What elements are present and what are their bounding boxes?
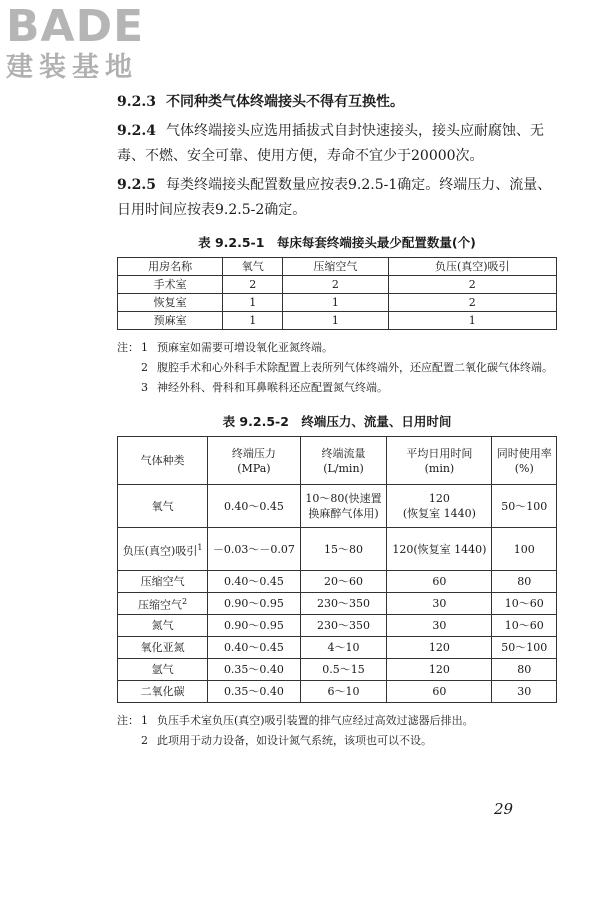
time-cell: [387, 659, 492, 681]
footnote-ref: 1: [197, 542, 203, 552]
table-header: 负压(真空)吸引: [388, 258, 557, 276]
clause-9-2-5: [117, 173, 557, 223]
logo-subtitle: 建装基地: [6, 52, 138, 83]
table-row: [118, 312, 557, 330]
table-header-row: [118, 437, 557, 485]
table-cell: 手术室: [118, 276, 223, 294]
table-row: [118, 528, 557, 571]
flow-line1: 0.5～15: [322, 663, 365, 676]
note-lead: 注：: [117, 341, 139, 354]
time-line1: 120(恢复室 1440): [392, 542, 487, 556]
table-terminal-pressure-flow: [117, 436, 557, 703]
table-cell: 2: [388, 294, 557, 312]
table-header: [300, 437, 387, 485]
pressure-cell: 0.35～0.40: [208, 681, 301, 703]
header-line2: (MPa): [237, 461, 271, 475]
header-line2: (L/min): [323, 461, 364, 475]
time-cell: [387, 571, 492, 593]
pressure-cell: 0.90～0.95: [208, 593, 301, 615]
table-cell: 恢复室: [118, 294, 223, 312]
table2-notes: [117, 711, 557, 751]
flow-cell: [300, 571, 387, 593]
header-line1: 气体种类: [140, 454, 185, 467]
gas-cell: [118, 528, 208, 571]
flow-line1: 230～350: [317, 597, 371, 610]
pressure-cell: －0.03～－0.07: [208, 528, 301, 571]
rate-cell: 10～60: [492, 615, 557, 637]
time-line1: 30: [432, 619, 447, 632]
note-text: 此项用于动力设备，如设计氮气系统，该项也可以不设。: [157, 734, 432, 747]
table-cell: 1: [223, 294, 283, 312]
flow-line1: 4～10: [327, 641, 360, 654]
note: [117, 711, 557, 731]
pressure-cell: 0.40～0.45: [208, 637, 301, 659]
header-line1: 终端流量: [321, 446, 366, 460]
note-number: 2: [141, 361, 148, 374]
gas-cell: [118, 681, 208, 703]
table-header: 用房名称: [118, 258, 223, 276]
table-row: [118, 637, 557, 659]
logo-wordmark: BADE: [6, 1, 145, 52]
pressure-cell: 0.40～0.45: [208, 571, 301, 593]
time-line1: 120: [428, 663, 450, 676]
table-row: [118, 294, 557, 312]
table-row: [118, 485, 557, 528]
logo: [6, 1, 145, 84]
header-line1: 同时使用率: [496, 446, 552, 460]
gas-name: 负压(真空)吸引: [122, 544, 198, 558]
table-cell: 2: [283, 276, 388, 294]
flow-cell: [300, 615, 387, 637]
table-row: [118, 615, 557, 637]
table-terminal-quantity: [117, 257, 557, 330]
header-line1: 终端压力: [231, 446, 276, 460]
clause-number: 9.2.5: [117, 177, 156, 193]
table-row: [118, 659, 557, 681]
note: [117, 731, 557, 751]
rate-cell: 50～100: [492, 637, 557, 659]
note-number: 3: [141, 381, 148, 394]
note-lead: 注：: [117, 714, 139, 727]
time-cell: [387, 593, 492, 615]
flow-cell: [300, 593, 387, 615]
rate-cell: 10～60: [492, 593, 557, 615]
table-cell: 1: [283, 312, 388, 330]
time-cell: [387, 637, 492, 659]
flow-line1: 20～60: [324, 575, 364, 588]
table-cell: 1: [283, 294, 388, 312]
table-row: [118, 593, 557, 615]
flow-line1: 6～10: [327, 685, 360, 698]
pressure-cell: 0.90～0.95: [208, 615, 301, 637]
header-line1: 平均日用时间: [406, 446, 473, 460]
gas-cell: [118, 593, 208, 615]
note-text: 神经外科、骨科和耳鼻喉科还应配置氮气终端。: [157, 381, 388, 394]
time-cell: [387, 485, 492, 528]
pressure-cell: 0.40～0.45: [208, 485, 301, 528]
clause-number: 9.2.4: [117, 123, 156, 139]
table1-notes: [117, 338, 557, 398]
gas-name: 氩气: [151, 663, 174, 676]
note: [117, 358, 557, 378]
rate-cell: 50～100: [492, 485, 557, 528]
note: [117, 378, 557, 398]
clause-number: 9.2.3: [117, 94, 156, 110]
time-line1: 120: [428, 492, 450, 505]
pressure-cell: 0.35～0.40: [208, 659, 301, 681]
table-header: [492, 437, 557, 485]
flow-cell: [300, 485, 387, 528]
table-header: 氧气: [223, 258, 283, 276]
flow-line1: 230～350: [317, 619, 371, 632]
table-cell: 预麻室: [118, 312, 223, 330]
gas-cell: [118, 571, 208, 593]
flow-line1: 10～80(快速置: [305, 492, 382, 505]
clause-9-2-4: [117, 119, 557, 169]
clause-text: 气体终端接头应选用插拔式自封快速接头，接头应耐腐蚀、无毒、不燃、安全可靠、使用方便，寿命不宜少于20000次。: [117, 123, 544, 164]
time-line1: 60: [432, 575, 447, 588]
footnote-ref: 2: [182, 597, 188, 607]
gas-name: 压缩空气: [140, 575, 185, 588]
gas-cell: [118, 615, 208, 637]
note-number: 1: [141, 714, 148, 727]
time-line1: 30: [432, 597, 447, 610]
time-line1: 60: [432, 685, 447, 698]
rate-cell: 100: [492, 528, 557, 571]
clause-text: 不同种类气体终端接头不得有互换性。: [165, 94, 404, 110]
table-row: [118, 571, 557, 593]
flow-cell: [300, 681, 387, 703]
rate-cell: 80: [492, 659, 557, 681]
note-text: 负压手术室负压(真空)吸引装置的排气应经过高效过滤器后排出。: [157, 714, 474, 727]
table-header: 压缩空气: [283, 258, 388, 276]
note-text: 腹腔手术和心外科手术除配置上表所列气体终端外，还应配置二氧化碳气体终端。: [157, 361, 553, 374]
time-cell: [387, 528, 492, 571]
table2-title: 表 9.2.5-2 终端压力、流量、日用时间: [222, 414, 452, 429]
time-cell: [387, 615, 492, 637]
table-header-row: [118, 258, 557, 276]
gas-name: 氧气: [151, 499, 174, 513]
flow-line1: 15～80: [324, 542, 364, 556]
time-line2: (恢复室 1440): [402, 507, 476, 520]
table-header: [387, 437, 492, 485]
gas-name: 氧化亚氮: [140, 641, 185, 654]
gas-name: 氮气: [151, 619, 174, 632]
page-number: 29: [494, 800, 514, 818]
time-cell: [387, 681, 492, 703]
table-header: [118, 437, 208, 485]
note: [117, 338, 557, 358]
rate-cell: 80: [492, 571, 557, 593]
table2-body: [118, 485, 557, 703]
table-cell: 2: [223, 276, 283, 294]
table-row: [118, 681, 557, 703]
table-row: [118, 276, 557, 294]
note-number: 2: [141, 734, 148, 747]
clause-text: 每类终端接头配置数量应按表9.2.5-1确定。终端压力、流量、日用时间应按表9.2.5-2确定。: [117, 177, 552, 218]
clause-9-2-3: [117, 90, 557, 115]
note-number: 1: [141, 341, 148, 354]
gas-cell: [118, 485, 208, 528]
flow-line2: 换麻醉气体用): [308, 507, 379, 520]
flow-cell: [300, 659, 387, 681]
table1-title: 表 9.2.5-1 每床每套终端接头最少配置数量(个): [198, 235, 476, 250]
table-cell: 2: [388, 276, 557, 294]
table-cell: 1: [223, 312, 283, 330]
gas-cell: [118, 659, 208, 681]
time-line1: 120: [428, 641, 450, 654]
header-line2: (min): [424, 461, 455, 475]
gas-name: 压缩空气: [138, 598, 183, 612]
note-text: 预麻室如需要可增设氧化亚氮终端。: [157, 341, 333, 354]
flow-cell: [300, 637, 387, 659]
table-header: [208, 437, 301, 485]
gas-cell: [118, 637, 208, 659]
page-content: [117, 90, 557, 751]
rate-cell: 30: [492, 681, 557, 703]
table-cell: 1: [388, 312, 557, 330]
gas-name: 二氧化碳: [140, 685, 185, 698]
flow-cell: [300, 528, 387, 571]
header-line2: (%): [514, 461, 534, 475]
